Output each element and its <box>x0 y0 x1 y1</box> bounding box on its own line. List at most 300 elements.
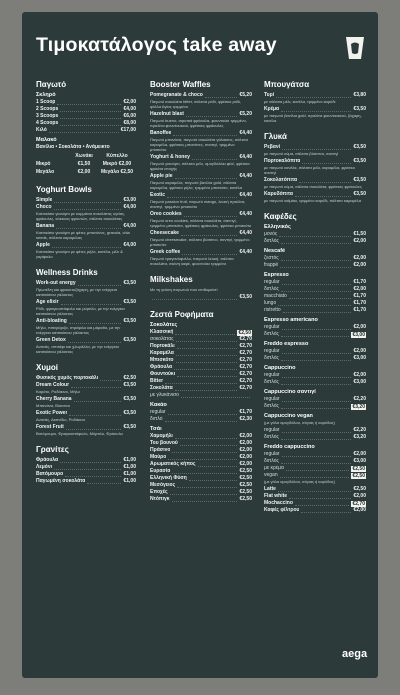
leader-dots <box>49 129 119 133</box>
item-name: Ευρασία <box>150 468 171 474</box>
item-name: Φυσικός χυμός πορτοκάλι <box>36 375 99 381</box>
leader-dots <box>282 350 352 354</box>
leader-dots <box>165 380 237 384</box>
menu-item-row <box>150 211 252 218</box>
menu-item-row <box>150 230 252 237</box>
leader-dots <box>168 456 237 460</box>
item-price: €1,70 <box>353 307 366 313</box>
menu-item-row <box>264 106 366 113</box>
item-price: €8,00 <box>123 120 136 126</box>
item-name: διπλός <box>264 458 279 464</box>
menu-item-row <box>150 378 252 385</box>
item-desc: Παγωτό cheesecake, σάλτσα βύσσινο, σαντιγί, τριμμένο μπισκότο <box>150 237 250 247</box>
item-name: Βατόμουρο <box>36 471 64 477</box>
leader-dots <box>281 405 350 409</box>
leader-dots <box>87 480 121 484</box>
leader-dots <box>175 387 238 391</box>
item-price: €1,70 <box>353 300 366 306</box>
menu-item-row <box>264 144 366 151</box>
coffee-group-note: (με γάλα αμυγδάλου, σόγιας ή καρύδας) <box>264 479 335 484</box>
menu-item-row <box>264 500 366 507</box>
leader-dots <box>60 115 121 119</box>
item-desc: Μπανάνα, Βύσσινο <box>36 403 71 408</box>
coffee-group-title: Ελληνικός <box>264 224 291 230</box>
menu-item-row <box>150 364 252 371</box>
menu-item-row <box>150 468 252 475</box>
item-price: €3,00 <box>123 197 136 203</box>
leader-dots <box>60 108 121 112</box>
item-price: €2,00 <box>353 286 366 292</box>
column-3 <box>264 80 366 514</box>
leader-dots <box>172 498 238 502</box>
coffee-group-title: Espresso americano <box>264 317 318 323</box>
bougatsa-list <box>264 92 366 123</box>
item-price: €2,50 <box>123 375 136 381</box>
leader-dots <box>289 495 351 499</box>
item-price: €2,00 <box>353 262 366 268</box>
leader-dots <box>68 339 122 343</box>
menu-item-row <box>36 197 136 204</box>
item-name: regular <box>264 427 280 433</box>
item-price: €1,00 <box>123 457 136 463</box>
cup-cell <box>98 168 136 176</box>
coffee-group-title: Nescafé <box>264 248 286 254</box>
item-name: regular <box>264 451 280 457</box>
item-price: €2,50 <box>239 489 252 495</box>
item-name: Πορτοκαλόπιτα <box>264 158 301 164</box>
leader-dots <box>302 160 351 164</box>
subsection-kakao: Κακάο <box>150 402 167 408</box>
leader-dots <box>60 459 121 463</box>
menu-item-row <box>36 127 136 134</box>
item-price: €2,70 <box>239 350 252 356</box>
item-desc: Παγωτό τραγανόφυλλο, παγωτό λευκή, σάλτσα σοκολάτα, σκόνη καφέ, φουντούκι τριμμένο <box>150 256 234 266</box>
item-name: Λεμόνι <box>36 464 52 470</box>
item-name: ristretto <box>264 307 281 313</box>
leader-dots <box>175 175 238 179</box>
item-price: €4,40 <box>239 154 252 160</box>
leader-dots <box>172 449 237 453</box>
item-price: €5,20 <box>239 111 252 117</box>
item-name: Dream Colour <box>36 382 70 388</box>
juices-list <box>36 375 136 436</box>
leader-dots <box>295 502 350 506</box>
item-name: vegan <box>264 472 278 478</box>
item-name: Cheesecake <box>150 230 179 236</box>
item-price: €3,50 <box>123 299 136 305</box>
leader-dots <box>170 491 238 495</box>
menu-item-row <box>150 173 252 180</box>
brand-logo: aega <box>342 648 368 660</box>
leader-dots <box>71 384 121 388</box>
leader-dots <box>281 257 352 261</box>
leader-dots <box>100 377 121 381</box>
section-title-waffles: Booster Waffles <box>150 80 211 89</box>
menu-item-row <box>264 293 366 300</box>
leader-dots <box>182 251 237 255</box>
menu-item-row <box>150 454 252 461</box>
milkshake-desc: Με τη γεύση παγωτού που επιθυμείτε! <box>150 287 218 292</box>
subsection-skliro: Σκληρό <box>36 92 56 98</box>
item-name: μονός <box>264 231 278 237</box>
item-name: με γλυκάνισο <box>150 392 179 398</box>
leader-dots <box>69 412 121 416</box>
item-name: διπλός <box>264 355 279 361</box>
item-price: €1,00 <box>123 471 136 477</box>
item-name: Σοκολάτα <box>150 385 173 391</box>
item-price: €3,50 <box>123 318 136 324</box>
item-price: €3,00 <box>353 458 366 464</box>
menu-item-row <box>36 299 136 306</box>
item-name: 3 Scoops <box>36 113 59 119</box>
menu-item-row <box>36 99 136 106</box>
item-price: €4,00 <box>123 106 136 112</box>
size-name: Μεγάλο <box>36 169 55 175</box>
item-name: 4 Scoops <box>36 120 59 126</box>
item-price: €2,50 <box>239 496 252 502</box>
item-name: Φουντούκι <box>150 371 176 377</box>
item-price: €1,70 <box>353 279 366 285</box>
item-name: Exotic Power <box>36 410 68 416</box>
item-desc: με σάλτσα μέλι, κανέλα, τριμμένο καρύδι <box>264 99 336 104</box>
header-cone: Χωνάκι <box>75 153 93 159</box>
item-name: 1 Scoop <box>36 99 56 105</box>
item-name: Σοκολατόπιτα <box>264 177 298 183</box>
section-title-xumoi: Χυμοί <box>36 363 58 372</box>
menu-item-row <box>150 416 252 423</box>
leader-dots <box>281 108 351 112</box>
item-name: Χαμομήλι <box>150 433 173 439</box>
menu-item-row <box>264 177 366 184</box>
leader-dots <box>60 122 121 126</box>
leader-dots <box>167 194 237 198</box>
item-price: €3,50 <box>123 280 136 286</box>
item-price: €3,20 <box>352 403 365 410</box>
menu-item-row <box>150 447 252 454</box>
item-price: €3,00 <box>353 355 366 361</box>
leader-dots <box>184 213 238 217</box>
menu-item-row <box>150 343 252 350</box>
leader-dots <box>181 394 250 398</box>
item-desc: Ρόδι, φραγκοστάφυλο και μύρτιλο, με την ενέργεια κατσικίσιου γάλακτος <box>36 306 125 316</box>
leader-dots <box>173 132 237 136</box>
leader-dots <box>54 199 121 203</box>
item-price: €3,80 <box>353 92 366 98</box>
leader-dots <box>278 302 351 306</box>
subsection-malako: Μαλακό <box>36 137 57 143</box>
coffee-group-title: Cappuccino <box>264 365 296 371</box>
section-title-pagoto: Παγωτό <box>36 80 67 89</box>
item-name: Banoffee <box>150 130 172 136</box>
item-name: διπλός <box>264 238 279 244</box>
item-price: €4,00 <box>123 204 136 210</box>
menu-item-row <box>150 489 252 496</box>
leader-dots <box>299 179 351 183</box>
item-price: €17,00 <box>120 127 136 133</box>
item-price: €2,00 <box>353 324 366 330</box>
menu-item-row <box>150 496 252 503</box>
subsection-sokolates: Σοκολάτες <box>150 322 178 328</box>
leader-dots <box>181 232 238 236</box>
item-name: Αρωματικός κήπος <box>150 461 196 467</box>
item-price: €2,50 <box>239 468 252 474</box>
item-name: Ελληνική Φύση <box>150 475 187 481</box>
item-name: Του βουνού <box>150 440 178 446</box>
menu-item-row <box>36 242 136 249</box>
menu-item-row <box>264 493 366 500</box>
item-price: €3,50 <box>123 424 136 430</box>
item-price: €2,00 <box>239 433 252 439</box>
item-price: €4,40 <box>239 211 252 217</box>
item-price: €3,20 <box>353 434 366 440</box>
item-name: σοκολάτας <box>150 336 174 342</box>
item-desc: Παγωτό καραμέλα, παγωτό βανίλια gold, σάλτσα καραμέλα, φρέσκο μήλο, τριμμένο μπισκότο, κανέλα <box>150 180 243 190</box>
item-price: €3,00 <box>352 331 365 338</box>
leader-dots <box>65 473 121 477</box>
menu-item-row <box>264 427 366 434</box>
cup-price: €2,50 <box>120 169 134 175</box>
column-2 <box>150 80 252 503</box>
leader-dots <box>54 466 121 470</box>
item-desc: με παγωτό κύμα, σάλτσα βύσσινο, σαντιγί <box>264 151 339 156</box>
cone-price: €2,00 <box>77 169 91 175</box>
item-name: Bitter <box>150 378 164 384</box>
item-name: regular <box>264 372 280 378</box>
leader-dots <box>280 474 350 478</box>
item-price: €4,40 <box>239 192 252 198</box>
item-name: lungo <box>264 300 277 306</box>
menu-item-row <box>264 355 366 362</box>
item-name: διπλός <box>264 286 279 292</box>
item-name: Work-out energy <box>36 280 76 286</box>
menu-item-row <box>36 204 136 211</box>
section-title-milkshakes: Milkshakes <box>150 275 193 284</box>
item-name: Ντόπιγκ <box>150 496 170 502</box>
coffee-group-title: Cappuccino vegan <box>264 413 313 419</box>
menu-item-row <box>36 396 136 403</box>
menu-item-row <box>36 464 136 471</box>
menu-item-row <box>264 262 366 269</box>
menu-item-row <box>264 231 366 238</box>
item-price: €5,20 <box>239 92 252 98</box>
item-name: Κιλό <box>36 127 47 133</box>
item-price: €2,70 <box>239 364 252 370</box>
cup-price: €2,00 <box>118 161 132 167</box>
item-price: €3,00 <box>353 379 366 385</box>
item-name: Μαύρο <box>150 454 167 460</box>
item-price: €4,00 <box>123 242 136 248</box>
page-title: Τιμοκατάλογος take away <box>36 34 277 56</box>
item-name: Age elixir <box>36 299 59 305</box>
item-price: €3,50 <box>353 177 366 183</box>
leader-dots <box>198 463 238 467</box>
menu-item-row <box>264 331 366 338</box>
item-name: Μεσόγειος <box>150 482 176 488</box>
pagoto-list <box>36 99 136 134</box>
leader-dots <box>282 398 352 402</box>
leader-dots <box>52 244 122 248</box>
item-name: Μπισκότο <box>150 357 174 363</box>
menu-item-row <box>264 238 366 245</box>
menu-item-row <box>150 392 252 399</box>
item-name: regular <box>150 409 166 415</box>
menu-item-row <box>150 249 252 256</box>
menu-item-row <box>264 92 366 99</box>
menu-item-row <box>150 433 252 440</box>
item-price: €2,70 <box>352 500 365 507</box>
item-name: Apple pie <box>150 173 173 179</box>
item-name: διπλός <box>264 331 279 337</box>
item-price: €2,20 <box>353 427 366 433</box>
leader-dots <box>177 484 237 488</box>
item-name: Exotic <box>150 192 166 198</box>
leader-dots <box>286 467 350 471</box>
item-name: frappé <box>264 262 279 268</box>
item-name: ζεστός <box>264 255 279 261</box>
leader-dots <box>279 233 351 237</box>
coffee-group-title: Espresso <box>264 272 289 278</box>
menu-item-row <box>264 396 366 403</box>
yoghurt-list <box>36 197 136 259</box>
leader-dots <box>192 156 238 160</box>
menu-item-row <box>150 440 252 447</box>
item-name: με κρέμα <box>264 465 284 471</box>
menu-item-row <box>264 434 366 441</box>
leader-dots <box>172 470 237 474</box>
menu-item-row <box>36 223 136 230</box>
item-price: €2,00 <box>353 238 366 244</box>
item-name: Cherry Banana <box>36 396 72 402</box>
leader-dots <box>281 460 352 464</box>
menu-item-row <box>36 478 136 485</box>
menu-item-row <box>36 120 136 127</box>
menu-item-row <box>264 372 366 379</box>
item-desc: με παγωτό κανέλα, σάλτσα μέλι, καραμέλα, φρέσκο σαντιγί <box>264 165 355 175</box>
leader-dots <box>205 94 238 98</box>
item-price: €4,40 <box>239 230 252 236</box>
menu-item-row <box>36 457 136 464</box>
item-name: Ρεβανί <box>264 144 281 150</box>
item-name: Yoghurt & honey <box>150 154 190 160</box>
item-name: Κλασσική <box>150 329 174 335</box>
item-price: €3,50 <box>123 410 136 416</box>
item-name: macchiato <box>264 293 287 299</box>
item-name: Φράουλα <box>36 457 59 463</box>
leader-dots <box>54 206 122 210</box>
item-price: €3,50 <box>353 191 366 197</box>
leader-dots <box>282 146 351 150</box>
menu-item-row <box>150 475 252 482</box>
item-price: €2,70 <box>239 336 252 342</box>
sweets-list <box>264 144 366 203</box>
item-price: €2,70 <box>239 378 252 384</box>
leader-dots <box>176 359 238 363</box>
menu-item-row <box>150 111 252 118</box>
leader-dots <box>165 418 238 422</box>
menu-item-row <box>264 279 366 286</box>
item-desc: Κατσικίσιο γιαούρτι με φέτες μήλο, κανέλα, μέλι & γαρίφαλο <box>36 249 123 259</box>
menu-item-row <box>36 471 136 478</box>
coffee-list <box>264 224 366 514</box>
menu-item-row <box>264 191 366 198</box>
item-price: €2,70 <box>239 385 252 391</box>
item-price: €3,50 <box>123 337 136 343</box>
item-price: €1,00 <box>123 478 136 484</box>
menu-item-row <box>264 472 366 479</box>
item-desc: Καρότο, Ροδάκινο, Μήλο <box>36 389 80 394</box>
item-name: Oreo cookies <box>150 211 182 217</box>
leader-dots <box>281 288 352 292</box>
menu-board <box>22 12 378 678</box>
leader-dots <box>61 301 122 305</box>
menu-item-row <box>264 307 366 314</box>
leader-dots <box>281 357 352 361</box>
leader-dots <box>289 295 352 299</box>
menu-item-row <box>36 382 136 389</box>
leader-dots <box>283 309 352 313</box>
leader-dots <box>281 381 352 385</box>
item-name: Εποχές <box>150 489 168 495</box>
item-desc: Βατόμουρο, Φραγκοστάφυλο, Μύρτιλο, Φράουλα <box>36 431 123 436</box>
item-price: €1,70 <box>353 293 366 299</box>
leader-dots <box>281 333 350 337</box>
item-desc: Παγωτό μπανάνα, παγωτό σοκολάτα γάλακτος, σάλτσα καραμέλα, φρέσκες μπανάνες, σαντιγί, τριμμένο μπισκότο <box>150 137 248 152</box>
section-title-kafedes: Καφέδες <box>264 212 297 221</box>
menu-item-row <box>264 255 366 262</box>
leader-dots <box>282 453 352 457</box>
item-price: €1,50 <box>353 231 366 237</box>
item-name: Greek coffee <box>150 249 181 255</box>
item-desc: με παγωτό καϊμάκι, τριμμένο καρύδι, σάλτσα καραμέλα <box>264 198 362 203</box>
item-price: €2,00 <box>353 507 366 513</box>
milkshake-price: €3,50 <box>239 294 252 300</box>
menu-item-row <box>150 409 252 416</box>
item-name: Καφές φίλτρου <box>264 507 300 513</box>
section-title-glyka: Γλυκά <box>264 132 287 141</box>
item-price: €1,70 <box>239 409 252 415</box>
item-price: €2,00 <box>353 493 366 499</box>
item-name: Apple <box>36 242 50 248</box>
menu-item-row <box>150 192 252 199</box>
item-price: €3,50 <box>353 106 366 112</box>
item-name: Pomegranate & choco <box>150 92 203 98</box>
item-price: €2,30 <box>239 416 252 422</box>
leader-dots <box>78 282 122 286</box>
item-price: €3,50 <box>123 382 136 388</box>
header-cup: Κύπελλο <box>106 153 128 159</box>
item-name: Banana <box>36 223 55 229</box>
menu-item-row <box>150 154 252 161</box>
section-title-wellness: Wellness Drinks <box>36 268 98 277</box>
cup-size: Μεγάλο <box>100 169 120 175</box>
menu-item-row <box>264 158 366 165</box>
leader-dots <box>301 509 351 513</box>
coffee-group-note: (με γάλα αμυγδάλου, σόγιας ή καρύδας) <box>264 420 335 425</box>
menu-item-row <box>150 350 252 357</box>
menu-item-row <box>150 336 252 343</box>
item-name: Simple <box>36 197 53 203</box>
menu-item-row <box>150 482 252 489</box>
item-name: διπλός <box>264 434 279 440</box>
item-price: €4,00 <box>123 223 136 229</box>
item-name: διπλό <box>150 416 163 422</box>
leader-dots <box>295 193 352 197</box>
item-price: €2,20 <box>353 396 366 402</box>
item-name: Choco <box>36 204 52 210</box>
menu-item-row <box>150 130 252 137</box>
item-price: €2,00 <box>239 461 252 467</box>
tea-list <box>150 433 252 503</box>
